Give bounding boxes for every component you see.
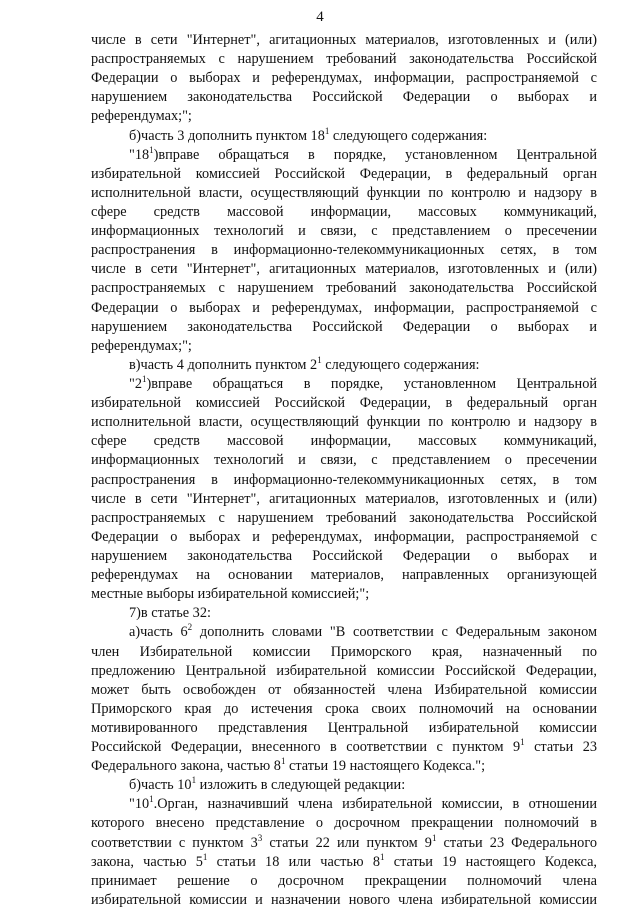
document-body xyxy=(91,31,597,910)
text-line xyxy=(91,31,597,50)
text-line xyxy=(91,757,597,776)
text-line xyxy=(91,662,597,681)
text-run: статьи 18 или частью 8 xyxy=(207,853,380,870)
text-line xyxy=(91,241,597,260)
text-line xyxy=(91,165,597,184)
text-line xyxy=(91,146,597,165)
text-line xyxy=(91,853,597,872)
text-run: б)часть 10 xyxy=(129,777,192,794)
text-run: избирательной комиссии и назначении нового члена избирательной комиссии xyxy=(91,891,597,908)
text-line xyxy=(91,184,597,203)
superscript-index: 1 xyxy=(142,374,147,384)
text-line xyxy=(91,566,597,585)
text-line xyxy=(91,490,597,509)
superscript-index: 1 xyxy=(317,355,322,365)
text-run: распространения в информационно-телекоммуникационных сетях, в том xyxy=(91,242,597,259)
text-run: соответствии с пунктом 3 xyxy=(91,834,258,851)
text-line xyxy=(91,719,597,738)
text-run: Российской Федерации, внесенного в соответствии с пунктом 9 xyxy=(91,739,521,756)
text-run: референдумах на основании материалов, направленных организующей xyxy=(91,567,597,584)
text-run: изложить в следующей редакции: xyxy=(196,777,406,794)
text-line xyxy=(91,222,597,241)
text-line xyxy=(91,700,597,719)
superscript-index: 3 xyxy=(257,833,263,843)
text-line xyxy=(91,260,597,279)
text-run: сфере средств массовой информации, массовых коммуникаций, xyxy=(91,203,597,220)
text-run: )вправе обращаться в порядке, установленном Центральной xyxy=(153,146,597,163)
text-run: статьи 19 настоящего Кодекса, xyxy=(384,853,597,870)
text-run: статьи 23 Федерального xyxy=(436,834,597,851)
text-line xyxy=(91,547,597,566)
text-run: Федерального закона, частью 8 xyxy=(91,758,281,775)
text-line xyxy=(91,471,597,490)
text-line xyxy=(91,318,597,337)
text-run: исполнительной власти, осуществляющий функции по контролю и надзору в xyxy=(91,414,597,431)
text-line xyxy=(91,891,597,910)
text-run: принимает решение о досрочном прекращении полномочий члена xyxy=(91,872,597,889)
text-run: нарушением законодательства Российской Федерации о выборах и xyxy=(91,547,597,564)
text-run: член Избирательной комиссии Приморского края, назначенный по xyxy=(91,643,597,660)
superscript-index: 1 xyxy=(202,852,208,862)
superscript-index: 1 xyxy=(520,738,525,748)
superscript-index: 1 xyxy=(431,833,437,843)
text-run: нарушением законодательства Российской Федерации о выборах и xyxy=(91,318,597,335)
text-run: числе в сети "Интернет", агитационных материалов, изготовленных и (или) xyxy=(91,490,597,507)
text-run: Федерации о выборах и референдумах, информации, распространяемой с xyxy=(91,70,597,87)
text-line xyxy=(91,681,597,700)
text-line xyxy=(91,451,597,470)
text-line xyxy=(91,795,597,814)
page-number: 4 xyxy=(316,9,324,25)
text-line xyxy=(91,776,597,795)
text-run: )вправе обращаться в порядке, установленном Центральной xyxy=(146,375,597,392)
text-run: "10 xyxy=(129,796,150,813)
superscript-index: 2 xyxy=(187,623,193,633)
text-line xyxy=(91,643,597,662)
text-line xyxy=(91,814,597,833)
text-run: распространяемых с нарушением требований законодательства Российской xyxy=(91,51,597,68)
text-line xyxy=(91,872,597,891)
text-line xyxy=(91,413,597,432)
text-run: сфере средств массовой информации, массовых коммуникаций, xyxy=(91,433,597,450)
text-run: информационных технологий и связи, с представлением о пресечении xyxy=(91,223,597,240)
superscript-index: 1 xyxy=(149,795,154,805)
text-line xyxy=(91,88,597,107)
text-run: статьи 23 xyxy=(524,739,597,756)
text-line xyxy=(91,69,597,88)
text-line xyxy=(91,509,597,528)
text-line xyxy=(91,203,597,222)
text-run: 7)в статье 32: xyxy=(129,605,211,622)
text-run: мотивированного представления Центральной избирательной комиссии xyxy=(91,719,597,736)
text-run: которого внесено представление о досрочном прекращении полномочий в xyxy=(91,815,597,832)
text-run: распространения в информационно-телекоммуникационных сетях, в том xyxy=(91,471,597,488)
text-run: распространяемых с нарушением требований законодательства Российской xyxy=(91,280,597,297)
text-line xyxy=(91,432,597,451)
text-run: б)часть 3 дополнить пунктом 18 xyxy=(129,127,325,144)
text-run: нарушением законодательства Российской Федерации о выборах и xyxy=(91,89,597,106)
text-run: "2 xyxy=(129,375,142,392)
text-run: информационных технологий и связи, с представлением о пресечении xyxy=(91,452,597,469)
text-run: может быть освобожден от обязанностей члена Избирательной комиссии xyxy=(91,681,597,698)
text-line xyxy=(91,50,597,69)
text-run: местные выборы избирательной комиссией;"; xyxy=(91,586,370,603)
text-run: референдумах;"; xyxy=(91,108,192,125)
text-run: .Орган, назначивший члена избирательной комиссии, в отношении xyxy=(153,796,597,813)
text-run: а)часть 6 xyxy=(129,624,188,641)
text-line xyxy=(91,107,597,126)
text-run: предложению Центральной избирательной комиссии Российской Федерации, xyxy=(91,662,597,679)
text-line xyxy=(91,604,597,623)
text-run: Федерации о выборах и референдумах, информации, распространяемой с xyxy=(91,528,597,545)
text-run: числе в сети "Интернет", агитационных материалов, изготовленных и (или) xyxy=(91,32,597,48)
text-line xyxy=(91,337,597,356)
text-line xyxy=(91,585,597,604)
text-run: дополнить словами "В соответствии с Федеральным законом xyxy=(192,624,597,641)
text-line xyxy=(91,375,597,394)
text-line xyxy=(91,299,597,318)
text-run: Приморского края до истечения срока своих полномочий на основании xyxy=(91,700,597,717)
text-run: распространяемых с нарушением требований законодательства Российской xyxy=(91,509,597,526)
text-run: в)часть 4 дополнить пунктом 2 xyxy=(129,356,318,373)
text-run: статьи 22 или пунктом 9 xyxy=(262,834,432,851)
text-run: референдумах;"; xyxy=(91,337,192,354)
text-run: следующего содержания: xyxy=(329,127,488,144)
superscript-index: 1 xyxy=(191,776,197,786)
superscript-index: 1 xyxy=(280,757,286,767)
text-run: избирательной комиссией Российской Федерации, в федеральный орган xyxy=(91,395,597,412)
text-line xyxy=(91,279,597,298)
text-run: следующего содержания: xyxy=(321,356,480,373)
text-run: избирательной комиссией Российской Федерации, в федеральный орган xyxy=(91,165,597,182)
text-line xyxy=(91,738,597,757)
text-line xyxy=(91,394,597,413)
superscript-index: 1 xyxy=(324,126,330,136)
text-line xyxy=(91,528,597,547)
text-run: Федерации о выборах и референдумах, информации, распространяемой с xyxy=(91,299,597,316)
text-line xyxy=(91,356,597,375)
text-run: статьи 19 настоящего Кодекса."; xyxy=(285,758,486,775)
text-run: исполнительной власти, осуществляющий функции по контролю и надзору в xyxy=(91,184,597,201)
text-line xyxy=(91,127,597,146)
text-run: "18 xyxy=(129,146,150,163)
superscript-index: 1 xyxy=(380,852,385,862)
text-run: закона, частью 5 xyxy=(91,853,203,870)
text-line xyxy=(91,623,597,642)
text-run: числе в сети "Интернет", агитационных материалов, изготовленных и (или) xyxy=(91,261,597,278)
superscript-index: 1 xyxy=(149,145,154,155)
text-line xyxy=(91,834,597,853)
